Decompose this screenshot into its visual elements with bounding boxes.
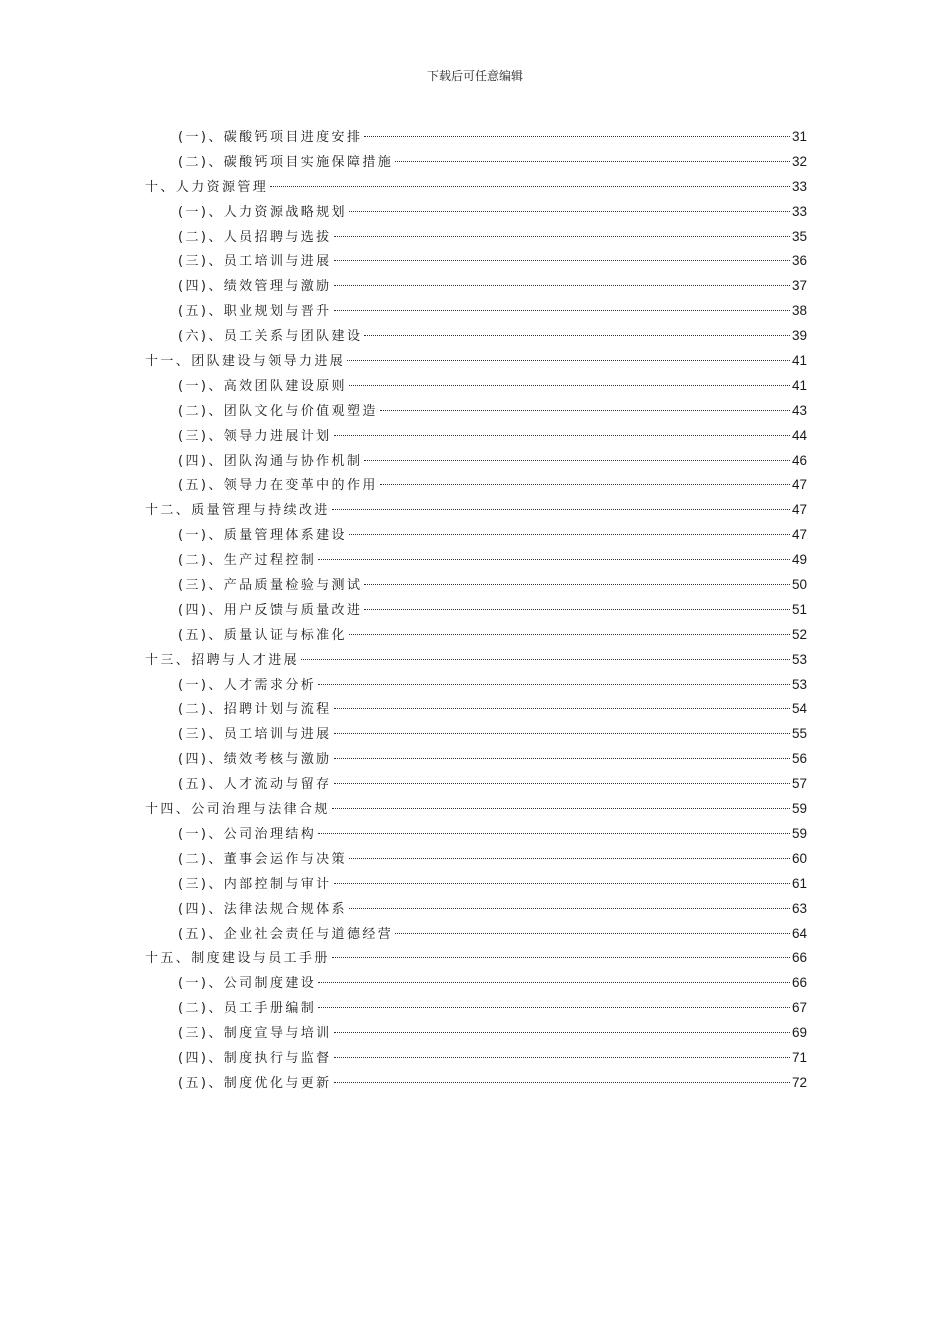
toc-page-number: 59	[791, 801, 807, 817]
toc-dot-leader	[347, 360, 790, 361]
toc-page-number: 67	[791, 1000, 807, 1016]
toc-entry-title: 十、人力资源管理	[145, 179, 269, 195]
toc-dot-leader	[334, 1032, 790, 1033]
toc-entry-title: 十一、团队建设与领导力进展	[145, 354, 346, 370]
toc-entry-title: (一)、高效团队建设原则	[178, 378, 347, 394]
toc-section-entry[interactable]	[145, 623, 807, 648]
toc-entry-title: (五)、领导力在变革中的作用	[178, 478, 378, 494]
toc-chapter-entry[interactable]	[145, 946, 807, 971]
toc-chapter-entry[interactable]	[145, 349, 807, 374]
toc-section-entry[interactable]	[145, 200, 807, 225]
toc-section-entry[interactable]	[145, 971, 807, 996]
toc-section-entry[interactable]	[145, 374, 807, 399]
toc-dot-leader	[364, 136, 790, 137]
toc-entry-title: (一)、人力资源战略规划	[178, 204, 347, 220]
toc-page-number: 43	[791, 402, 807, 418]
toc-page-number: 63	[791, 900, 807, 916]
toc-entry-title: (五)、企业社会责任与道德经营	[178, 926, 394, 942]
toc-page-number: 33	[791, 203, 807, 219]
toc-entry-title: 十五、制度建设与员工手册	[145, 951, 330, 967]
toc-dot-leader	[334, 1082, 790, 1083]
toc-entry-title: (三)、制度宣导与培训	[178, 1026, 332, 1042]
toc-dot-leader	[332, 808, 790, 809]
toc-section-entry[interactable]	[145, 399, 807, 424]
toc-section-entry[interactable]	[145, 274, 807, 299]
toc-section-entry[interactable]	[145, 673, 807, 698]
toc-page-number: 32	[791, 153, 807, 169]
toc-page-number: 33	[791, 178, 807, 194]
toc-dot-leader	[334, 783, 790, 784]
toc-dot-leader	[318, 1007, 790, 1008]
toc-section-entry[interactable]	[145, 225, 807, 250]
toc-dot-leader	[332, 509, 790, 510]
toc-section-entry[interactable]	[145, 573, 807, 598]
toc-section-entry[interactable]	[145, 150, 807, 175]
toc-entry-title: (二)、招聘计划与流程	[178, 702, 332, 718]
toc-dot-leader	[334, 260, 790, 261]
toc-dot-leader	[332, 957, 790, 958]
toc-page-number: 37	[791, 278, 807, 294]
toc-dot-leader	[349, 634, 790, 635]
toc-page-number: 41	[791, 353, 807, 369]
toc-page-number: 61	[791, 875, 807, 891]
toc-dot-leader	[334, 733, 790, 734]
toc-page-number: 72	[791, 1074, 807, 1090]
page-header: 下载后可任意编辑	[426, 69, 523, 83]
toc-page-number: 55	[791, 726, 807, 742]
toc-section-entry[interactable]	[145, 922, 807, 947]
toc-entry-title: (二)、员工手册编制	[178, 1001, 317, 1017]
toc-chapter-entry[interactable]	[145, 648, 807, 673]
toc-page-number: 69	[791, 1025, 807, 1041]
toc-page-number: 36	[791, 253, 807, 269]
toc-section-entry[interactable]	[145, 822, 807, 847]
toc-section-entry[interactable]	[145, 772, 807, 797]
toc-entry-title: (三)、领导力进展计划	[178, 428, 332, 444]
toc-page-number: 47	[791, 477, 807, 493]
toc-dot-leader	[334, 708, 790, 709]
toc-entry-title: (一)、质量管理体系建设	[178, 528, 347, 544]
toc-entry-title: (二)、团队文化与价值观塑造	[178, 403, 378, 419]
toc-dot-leader	[364, 609, 790, 610]
toc-dot-leader	[349, 534, 790, 535]
toc-section-entry[interactable]	[145, 424, 807, 449]
table-of-contents	[145, 125, 807, 1096]
toc-page-number: 31	[791, 129, 807, 144]
toc-entry-title: (三)、员工培训与进展	[178, 254, 332, 270]
toc-entry-title: (三)、产品质量检验与测试	[178, 578, 363, 594]
toc-entry-title: (三)、内部控制与审计	[178, 876, 332, 892]
toc-page-number: 56	[791, 751, 807, 767]
toc-entry-title: (一)、公司制度建设	[178, 976, 317, 992]
toc-section-entry[interactable]	[145, 299, 807, 324]
toc-page-number: 39	[791, 328, 807, 344]
toc-section-entry[interactable]	[145, 249, 807, 274]
toc-section-entry[interactable]	[145, 473, 807, 498]
toc-section-entry[interactable]	[145, 598, 807, 623]
toc-page-number: 38	[791, 303, 807, 319]
toc-section-entry[interactable]	[145, 847, 807, 872]
toc-page-number: 71	[791, 1049, 807, 1065]
toc-entry-title: 十三、招聘与人才进展	[145, 652, 300, 668]
toc-page-number: 41	[791, 377, 807, 393]
toc-page-number: 49	[791, 552, 807, 568]
toc-section-entry[interactable]	[145, 449, 807, 474]
toc-dot-leader	[364, 584, 790, 585]
toc-chapter-entry[interactable]	[145, 498, 807, 523]
toc-dot-leader	[334, 285, 790, 286]
toc-dot-leader	[318, 982, 790, 983]
toc-entry-title: (三)、员工培训与进展	[178, 727, 332, 743]
toc-entry-title: (四)、团队沟通与协作机制	[178, 453, 363, 469]
toc-dot-leader	[318, 684, 790, 685]
toc-entry-title: (五)、制度优化与更新	[178, 1075, 332, 1091]
toc-page-number: 51	[791, 601, 807, 617]
toc-page-number: 44	[791, 427, 807, 443]
toc-entry-title: (一)、公司治理结构	[178, 826, 317, 842]
toc-entry-title: (四)、绩效考核与激励	[178, 752, 332, 768]
toc-entry-title: 十二、质量管理与持续改进	[145, 503, 330, 519]
toc-section-entry[interactable]	[145, 548, 807, 573]
toc-dot-leader	[334, 435, 790, 436]
toc-dot-leader	[334, 310, 790, 311]
toc-dot-leader	[395, 161, 790, 162]
toc-section-entry[interactable]	[145, 1046, 807, 1071]
toc-section-entry[interactable]	[145, 324, 807, 349]
toc-entry-title: (四)、制度执行与监督	[178, 1050, 332, 1066]
toc-page-number: 35	[791, 228, 807, 244]
toc-page-number: 66	[791, 950, 807, 966]
toc-dot-leader	[334, 883, 790, 884]
toc-dot-leader	[395, 933, 790, 934]
toc-dot-leader	[301, 659, 790, 660]
toc-section-entry[interactable]	[145, 897, 807, 922]
toc-entry-title: (一)、人才需求分析	[178, 677, 317, 693]
toc-page-number: 66	[791, 975, 807, 991]
toc-entry-title: (二)、人员招聘与选拔	[178, 229, 332, 245]
toc-dot-leader	[349, 211, 790, 212]
toc-page-number: 54	[791, 701, 807, 717]
toc-page-number: 60	[791, 850, 807, 866]
toc-dot-leader	[364, 460, 790, 461]
toc-section-entry[interactable]	[145, 872, 807, 897]
toc-section-entry[interactable]	[145, 697, 807, 722]
toc-entry-title: (五)、质量认证与标准化	[178, 627, 347, 643]
toc-dot-leader	[364, 335, 790, 336]
toc-dot-leader	[349, 385, 790, 386]
toc-entry-title: (五)、人才流动与留存	[178, 777, 332, 793]
toc-section-entry[interactable]	[145, 125, 807, 150]
toc-entry-title: (二)、生产过程控制	[178, 553, 317, 569]
toc-dot-leader	[349, 858, 790, 859]
toc-entry-title: (二)、董事会运作与决策	[178, 851, 347, 867]
toc-section-entry[interactable]	[145, 523, 807, 548]
toc-page-number: 52	[791, 626, 807, 642]
toc-section-entry[interactable]	[145, 1071, 807, 1096]
toc-dot-leader	[334, 1057, 790, 1058]
toc-chapter-entry[interactable]	[145, 175, 807, 200]
toc-page-number: 47	[791, 527, 807, 543]
toc-section-entry[interactable]	[145, 1021, 807, 1046]
toc-entry-title: (五)、职业规划与晋升	[178, 304, 332, 320]
toc-entry-title: (四)、用户反馈与质量改进	[178, 602, 363, 618]
toc-entry-title: (六)、员工关系与团队建设	[178, 329, 363, 345]
toc-dot-leader	[334, 236, 790, 237]
toc-dot-leader	[318, 559, 790, 560]
toc-page-number: 59	[791, 825, 807, 841]
toc-dot-leader	[380, 484, 790, 485]
toc-entry-title: (四)、绩效管理与激励	[178, 279, 332, 295]
toc-section-entry[interactable]	[145, 996, 807, 1021]
toc-page-number: 47	[791, 502, 807, 518]
toc-entry-title: (一)、碳酸钙项目进度安排	[178, 130, 363, 145]
toc-dot-leader	[380, 410, 790, 411]
toc-entry-title: (二)、碳酸钙项目实施保障措施	[178, 154, 394, 170]
toc-dot-leader	[270, 186, 790, 187]
toc-dot-leader	[349, 908, 790, 909]
toc-page-number: 53	[791, 676, 807, 692]
toc-page-number: 64	[791, 925, 807, 941]
toc-page-number: 50	[791, 577, 807, 593]
toc-dot-leader	[334, 758, 790, 759]
toc-entry-title: 十四、公司治理与法律合规	[145, 802, 330, 818]
toc-entry-title: (四)、法律法规合规体系	[178, 901, 347, 917]
toc-section-entry[interactable]	[145, 722, 807, 747]
toc-page-number: 53	[791, 651, 807, 667]
toc-chapter-entry[interactable]	[145, 797, 807, 822]
toc-page-number: 46	[791, 452, 807, 468]
toc-dot-leader	[318, 833, 790, 834]
toc-section-entry[interactable]	[145, 747, 807, 772]
toc-page-number: 57	[791, 776, 807, 792]
